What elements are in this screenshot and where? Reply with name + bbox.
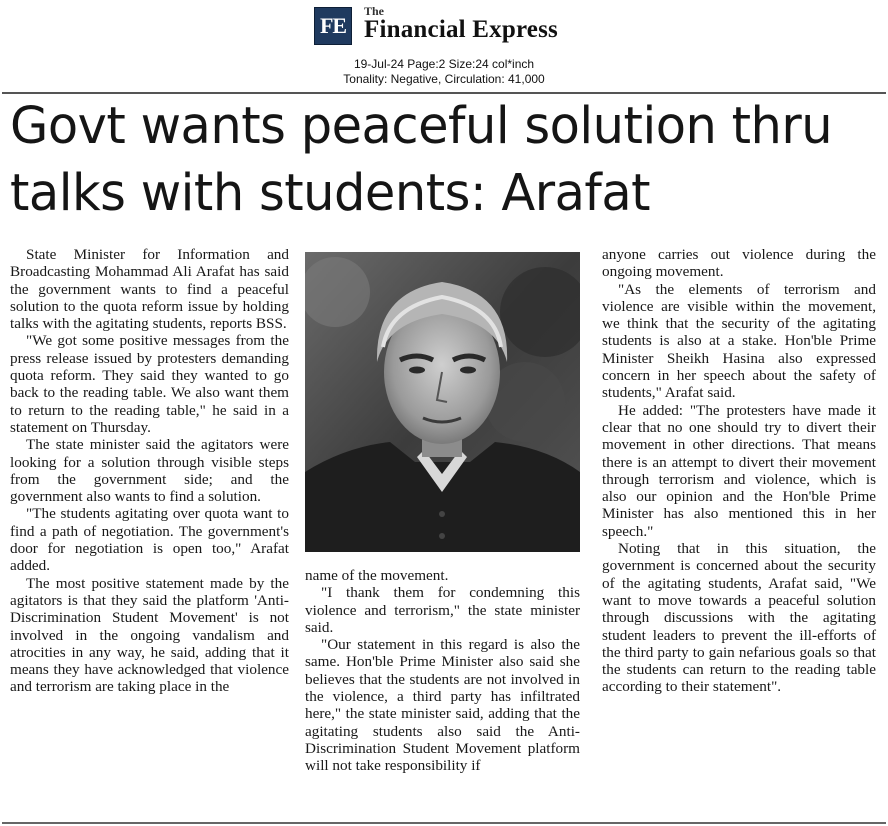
paragraph: The most positive statement made by the agitators is that they said the platform 'Anti-Discrimination Student Movement' is not involved in the ongoing vandalism and atrocities in any way, he said, adding that it means they have acknowledged that violence and terrorism are taking place in the	[10, 574, 289, 696]
clipping-meta-line-1: 19-Jul-24 Page:2 Size:24 col*inch	[353, 57, 535, 71]
masthead	[0, 0, 888, 92]
paragraph: The state minister said the agitators were looking for a solution through visible steps from the government side; and the government also wants to find a solution.	[10, 436, 289, 506]
paragraph: State Minister for Information and Broadcasting Mohammad Ali Arafat has said the government wants to find a peaceful solution to the quota reform issue by holding talks with the agitating students, reports BSS.	[10, 246, 289, 333]
article-headline: Govt wants peaceful solution thru talks with students: Arafat	[10, 97, 833, 223]
paragraph: "We got some positive messages from the press release issued by protesters demanding quota reform. They said they wanted to go back to the reading table. We also want them to return to the reading table," he said in a statement on Thursday.	[10, 332, 289, 436]
paragraph: Noting that in this situation, the government is concerned about the security of the agitating students, Arafat said, "We want to move towards a peaceful solution through discussions with the agitating student leaders to prevent the ill-efforts of the third party to gain nefarious goals so that the students can return to the reading table according to their statement".	[602, 540, 876, 696]
publication-logo: FE	[314, 7, 352, 45]
paragraph: He added: "The protesters have made it clear that no one should try to divert their movement in other directions. That means there is an attempt to divert their movement through terrorism and violence, which is also our opinion and the Hon'ble Prime Minister has also mentioned this in her speech."	[602, 401, 876, 540]
article-column-3	[602, 246, 876, 696]
article-column-1	[10, 246, 289, 696]
portrait-photo	[305, 252, 580, 552]
bottom-divider	[2, 822, 886, 824]
portrait-photo-graphic	[305, 252, 580, 552]
paragraph: "The students agitating over quota want to find a path of negotiation. The government's door for negotiation is open too," Arafat added.	[10, 505, 289, 575]
paragraph: "Our statement in this regard is also the same. Hon'ble Prime Minister also said she believes that the students are not involved in the violence, a third party has infiltrated here," the state minister said, adding that the agitating students also said the Anti-Discrimination Student Movement platform will not take responsibility if	[305, 636, 580, 775]
paragraph: anyone carries out violence during the ongoing movement.	[602, 246, 876, 281]
publication-name: Financial Express	[364, 16, 558, 43]
clipping-meta-line-2: Tonality: Negative, Circulation: 41,000	[343, 72, 545, 86]
publication-name-prefix: The	[364, 4, 385, 18]
paragraph: "As the elements of terrorism and violence are visible within the movement, we think that the security of the agitating students is also at a stake. Hon'ble Prime Minister Sheikh Hasina also expressed concern in her speech about the safety of students," Arafat said.	[602, 280, 876, 402]
paragraph: name of the movement.	[305, 567, 449, 584]
article-column-2	[305, 567, 580, 775]
paragraph: "I thank them for condemning this violence and terrorism," the state minister said.	[305, 584, 580, 636]
